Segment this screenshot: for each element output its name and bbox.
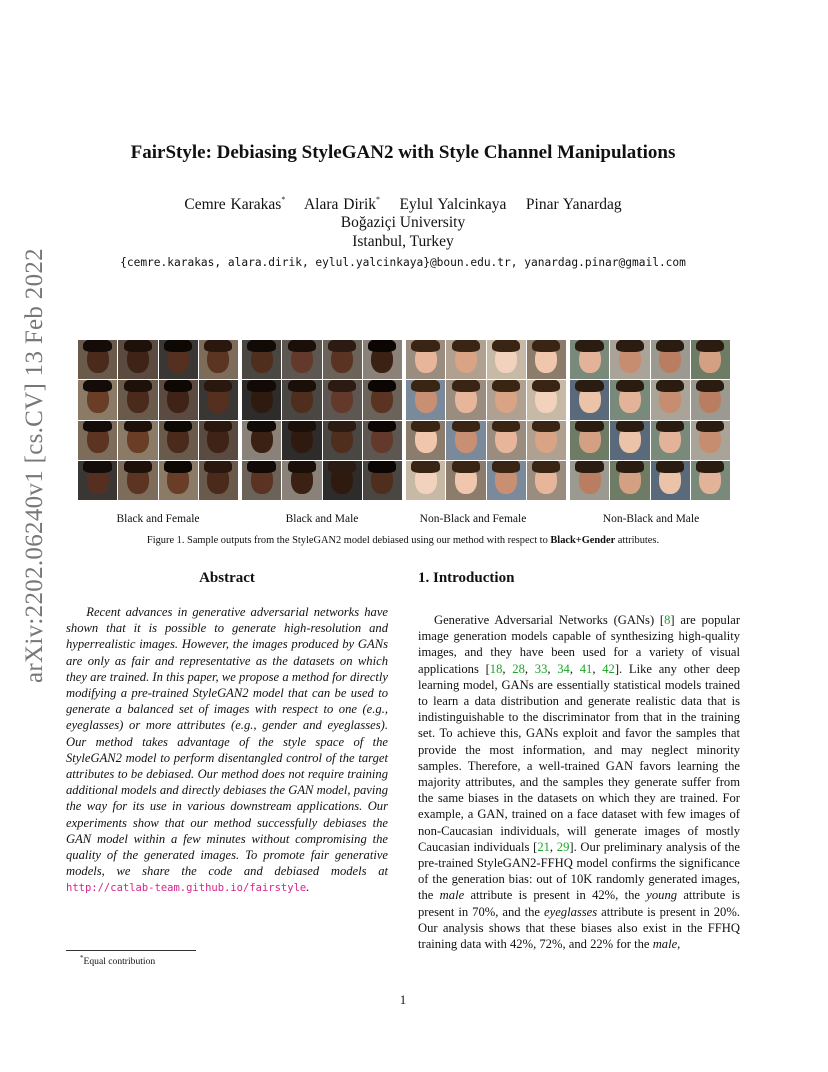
body-text: [	[485, 661, 490, 676]
generated-face-image	[691, 421, 730, 460]
generated-face-image	[282, 421, 321, 460]
generated-face-image	[446, 380, 485, 419]
body-text: attribute is present in 20%. Our analysis shows that these biases also exist in the FFHQ training data with 42%, 72%, and 22% for the	[418, 904, 740, 952]
author: Eylul Yalcinkaya	[399, 196, 507, 213]
generated-face-image	[570, 340, 609, 379]
body-text: ]	[614, 661, 620, 676]
citation-link[interactable]: 21	[537, 839, 550, 854]
generated-face-image	[159, 380, 198, 419]
panel-black-female	[78, 340, 238, 500]
body-text: Generative Adversarial Networks (GANs)	[434, 613, 660, 627]
generated-face-image	[78, 461, 117, 500]
body-text: [	[659, 613, 665, 627]
generated-face-image	[78, 380, 117, 419]
footnote: *Equal contribution	[80, 954, 156, 967]
body-text: [	[533, 839, 538, 854]
generated-face-image	[406, 461, 445, 500]
citation-link[interactable]: 42	[602, 661, 615, 676]
generated-face-image	[199, 461, 238, 500]
panel-label: Non-Black and Male	[602, 513, 700, 525]
generated-face-image	[487, 461, 526, 500]
generated-face-image	[691, 340, 730, 379]
generated-face-image	[610, 380, 649, 419]
author: Alara Dirik*	[303, 195, 380, 213]
panel-nonblack-female	[406, 340, 566, 500]
generated-face-image	[242, 340, 281, 379]
body-text: attribute is present in 70%, and the	[418, 888, 740, 919]
citation-link[interactable]: 34	[557, 661, 570, 676]
generated-face-image	[159, 340, 198, 379]
author-emails: {cemre.karakas, alara.dirik, eylul.yalcinkaya}@boun.edu.tr, yanardag.pinar@gmail.com	[120, 256, 686, 269]
generated-face-image	[406, 421, 445, 460]
panel-label: Black and Female	[116, 513, 200, 525]
body-text: ,	[592, 661, 603, 676]
panel-label: Black and Male	[285, 513, 359, 525]
panel-label: Non-Black and Female	[419, 513, 527, 525]
panel-black-male	[242, 340, 402, 500]
abstract-heading: Abstract	[199, 570, 255, 586]
generated-face-image	[363, 421, 402, 460]
generated-face-image	[78, 340, 117, 379]
generated-face-image	[570, 421, 609, 460]
generated-face-image	[570, 461, 609, 500]
citation-link[interactable]: 8	[664, 613, 671, 627]
generated-face-image	[363, 340, 402, 379]
generated-face-image	[651, 380, 690, 419]
generated-face-image	[323, 421, 362, 460]
generated-face-image	[118, 421, 157, 460]
generated-face-image	[242, 461, 281, 500]
generated-face-image	[199, 421, 238, 460]
generated-face-image	[527, 340, 566, 379]
generated-face-image	[610, 340, 649, 379]
generated-face-image	[610, 461, 649, 500]
generated-face-image	[282, 380, 321, 419]
body-text: ,	[569, 661, 580, 676]
generated-face-image	[118, 340, 157, 379]
generated-face-image	[570, 380, 609, 419]
generated-face-image	[527, 421, 566, 460]
generated-face-image	[406, 340, 445, 379]
location: Istanbul, Turkey	[352, 233, 454, 250]
generated-face-image	[487, 340, 526, 379]
generated-face-image	[487, 380, 526, 419]
generated-face-image	[487, 421, 526, 460]
body-text: attribute is present in 42%, the	[464, 888, 647, 903]
author-list	[0, 195, 806, 214]
abstract-text: Recent advances in generative adversarial networks have shown that it is possible to generate high-resolution and hyperrealistic images. However, the images produced by GANs are only as fair and representative as the datasets on which they are trained. In this paper, we propose a method for directly modifying a pre-trained StyleGAN2 model that can be used to generate a balanced set of images with respect to one (e.g., eyeglasses) or more attributes (e.g., gender and eyeglasses). Our method takes advantage of the style space of the StyleGAN2 model to perform disentangled control of the target attributes to be debiased. Our method does not require training additional models and directly debiases the GAN model, paving the way for its use in various downstream applications. Our experiments show that our method successfully debiases the GAN model within a few minutes without compromising the quality of the generated images. To promote fair generative models, we share the code and debiased models at http://catlab-team.github.io/fairstyle.	[66, 605, 388, 895]
introduction-heading: 1. Introduction	[418, 570, 515, 586]
citation-link[interactable]: 41	[579, 661, 593, 676]
generated-face-image	[323, 461, 362, 500]
introduction-text	[418, 612, 740, 952]
citation-link[interactable]: 18	[489, 661, 503, 676]
generated-face-image	[199, 340, 238, 379]
footnote-rule	[66, 950, 196, 951]
author: Pinar Yanardag	[525, 196, 622, 213]
generated-face-image	[118, 461, 157, 500]
generated-face-image	[78, 421, 117, 460]
body-text: ]	[569, 839, 574, 854]
emphasis-text: male,	[652, 937, 681, 952]
generated-face-image	[691, 380, 730, 419]
panel-nonblack-male	[570, 340, 730, 500]
body-text: . Like any other deep learning model, GANs are essentially statistical models trained to learn a data distribution and generate realistic data that is indistinguishable to the discriminator from that in the training set. To achieve this, GANs exploit and favor the samples that provide the most information, and may neglect minority samples. Therefore, a well-trained GAN favors learning the majority attributes, and the samples they generate suffer from the same biases in the datasets on which they are trained. For example, a GAN, trained on a face dataset with few images of non-Caucasian individuals, will generate images of mostly Caucasian individuals	[418, 661, 741, 854]
body-text: ,	[547, 661, 558, 676]
generated-face-image	[159, 421, 198, 460]
body-text: ,	[549, 839, 557, 854]
generated-face-image	[282, 340, 321, 379]
page-number: 1	[399, 993, 407, 1007]
emphasis-text: male	[439, 888, 465, 903]
generated-face-image	[118, 380, 157, 419]
body-text: ]	[670, 613, 675, 627]
body-text: . Our preliminary analysis of the pre-trained StyleGAN2-FFHQ model confirms the significance of the generation bias: out of 10K randomly generated images, the	[418, 839, 740, 903]
figure-caption: Figure 1. Sample outputs from the StyleGAN2 model debiased using our method with respect to Black+Gender attributes.	[146, 535, 660, 546]
emphasis-text: young	[646, 888, 678, 903]
citation-link[interactable]: 29	[556, 839, 570, 854]
generated-face-image	[363, 380, 402, 419]
generated-face-image	[651, 421, 690, 460]
author: Cemre Karakas*	[184, 195, 286, 213]
generated-face-image	[610, 421, 649, 460]
generated-face-image	[527, 461, 566, 500]
generated-face-image	[282, 461, 321, 500]
generated-face-image	[242, 421, 281, 460]
affiliation: Boğaziçi University	[340, 214, 466, 231]
generated-face-image	[323, 340, 362, 379]
generated-face-image	[323, 380, 362, 419]
generated-face-image	[242, 380, 281, 419]
generated-face-image	[406, 380, 445, 419]
generated-face-image	[199, 380, 238, 419]
generated-face-image	[651, 340, 690, 379]
arxiv-identifier: arXiv:2202.06240v1 [cs.CV] 13 Feb 2022	[21, 248, 48, 683]
emphasis-text: eyeglasses	[544, 904, 598, 919]
generated-face-image	[363, 461, 402, 500]
generated-face-image	[159, 461, 198, 500]
citation-link[interactable]: 33	[534, 661, 548, 676]
generated-face-image	[446, 340, 485, 379]
paper-title: FairStyle: Debiasing StyleGAN2 with Style Channel Manipulations	[130, 142, 676, 163]
body-text: ,	[502, 661, 513, 676]
generated-face-image	[446, 421, 485, 460]
generated-face-image	[651, 461, 690, 500]
figure-1-image-grid	[78, 340, 730, 500]
body-text: are popular image generation models capable of synthesizing high-quality images, and they have been used for a variety of visual applications	[418, 613, 741, 676]
citation-link[interactable]: 28	[512, 661, 525, 676]
generated-face-image	[527, 380, 566, 419]
body-text: ,	[524, 661, 535, 676]
generated-face-image	[691, 461, 730, 500]
generated-face-image	[446, 461, 485, 500]
code-url-link[interactable]: http://catlab-team.github.io/fairstyle	[66, 882, 307, 895]
